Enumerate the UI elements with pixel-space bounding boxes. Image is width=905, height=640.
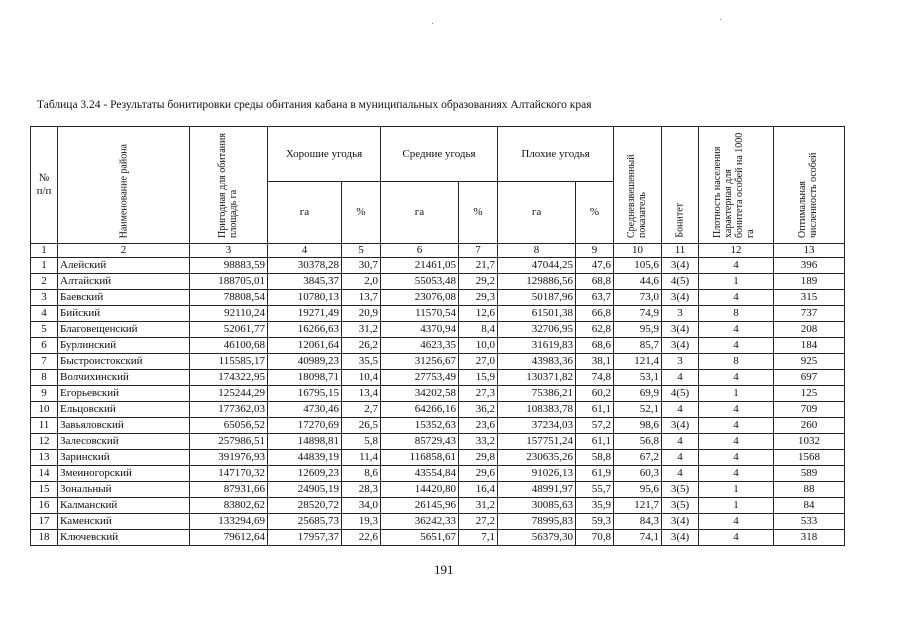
bonitet-cell: 4 [662, 466, 699, 482]
good-ha-cell: 44839,19 [268, 450, 342, 466]
suitable-area-cell: 79612,64 [190, 530, 268, 546]
poor-ha-cell: 91026,13 [498, 466, 576, 482]
weighted-cell: 74,9 [614, 306, 662, 322]
poor-pct-cell: 47,6 [576, 258, 614, 274]
table-body [31, 258, 845, 546]
header-district [58, 127, 190, 244]
medium-pct-cell: 29,3 [459, 290, 498, 306]
good-pct-cell: 34,0 [342, 498, 381, 514]
suitable-area-cell: 125244,29 [190, 386, 268, 402]
good-ha-cell: 19271,49 [268, 306, 342, 322]
poor-pct-cell: 68,6 [576, 338, 614, 354]
scan-speck [720, 19, 721, 20]
poor-ha-cell: 230635,26 [498, 450, 576, 466]
poor-ha-cell: 56379,30 [498, 530, 576, 546]
row-number: 18 [31, 530, 58, 546]
page-number: 191 [434, 562, 454, 577]
table-row [31, 434, 845, 450]
medium-pct-cell: 10,0 [459, 338, 498, 354]
row-number: 11 [31, 418, 58, 434]
weighted-cell: 69,9 [614, 386, 662, 402]
medium-pct-cell: 12,6 [459, 306, 498, 322]
density-cell: 8 [699, 354, 774, 370]
row-number: 10 [31, 402, 58, 418]
density-cell: 8 [699, 306, 774, 322]
row-number: 4 [31, 306, 58, 322]
medium-ha-cell: 21461,05 [381, 258, 459, 274]
table-row [31, 482, 845, 498]
density-cell: 4 [699, 514, 774, 530]
district-name: Алтайский [58, 274, 190, 290]
medium-ha-cell: 31256,67 [381, 354, 459, 370]
weighted-cell: 95,9 [614, 322, 662, 338]
weighted-cell: 53,1 [614, 370, 662, 386]
poor-ha-cell: 31619,83 [498, 338, 576, 354]
table-row [31, 274, 845, 290]
good-pct-cell: 2,0 [342, 274, 381, 290]
density-cell: 4 [699, 530, 774, 546]
suitable-area-cell: 188705,01 [190, 274, 268, 290]
poor-ha-cell: 37234,03 [498, 418, 576, 434]
poor-ha-cell: 108383,78 [498, 402, 576, 418]
good-ha-cell: 10780,13 [268, 290, 342, 306]
optimal-count-cell: 533 [774, 514, 845, 530]
weighted-cell: 95,6 [614, 482, 662, 498]
medium-ha-cell: 14420,80 [381, 482, 459, 498]
header-district-label: Наименование района [118, 143, 129, 238]
good-pct-cell: 26,5 [342, 418, 381, 434]
table-row [31, 450, 845, 466]
poor-ha-cell: 75386,21 [498, 386, 576, 402]
density-cell: 4 [699, 418, 774, 434]
column-number: 10 [614, 244, 662, 258]
optimal-count-cell: 1032 [774, 434, 845, 450]
good-ha-cell: 14898,81 [268, 434, 342, 450]
weighted-cell: 98,6 [614, 418, 662, 434]
suitable-area-cell: 52061,77 [190, 322, 268, 338]
good-pct-cell: 8,6 [342, 466, 381, 482]
bonitet-cell: 4 [662, 434, 699, 450]
good-pct-cell: 2,7 [342, 402, 381, 418]
row-number: 14 [31, 466, 58, 482]
row-number: 17 [31, 514, 58, 530]
column-number: 2 [58, 244, 190, 258]
row-number: 9 [31, 386, 58, 402]
medium-pct-cell: 8,4 [459, 322, 498, 338]
header-optimal-label: Оптимальная численность особей [797, 152, 820, 238]
header-suitable-area-label: Пригодная для обитания площадь га [216, 133, 239, 238]
bonitet-cell: 4 [662, 450, 699, 466]
row-number: 1 [31, 258, 58, 274]
table-row [31, 370, 845, 386]
optimal-count-cell: 88 [774, 482, 845, 498]
district-name: Волчихинский [58, 370, 190, 386]
district-name: Ельцовский [58, 402, 190, 418]
bonitet-cell: 4(5) [662, 386, 699, 402]
weighted-cell: 56,8 [614, 434, 662, 450]
bonitet-cell: 3(4) [662, 258, 699, 274]
optimal-count-cell: 125 [774, 386, 845, 402]
column-number: 11 [662, 244, 699, 258]
weighted-cell: 84,3 [614, 514, 662, 530]
table-row [31, 386, 845, 402]
column-number: 3 [190, 244, 268, 258]
suitable-area-cell: 257986,51 [190, 434, 268, 450]
suitable-area-cell: 87931,66 [190, 482, 268, 498]
row-number: 15 [31, 482, 58, 498]
suitable-area-cell: 78808,54 [190, 290, 268, 306]
poor-pct-cell: 66,8 [576, 306, 614, 322]
weighted-cell: 73,0 [614, 290, 662, 306]
row-number: 7 [31, 354, 58, 370]
header-bonitet-label: Бонитет [674, 203, 686, 238]
optimal-count-cell: 315 [774, 290, 845, 306]
good-ha-cell: 17957,37 [268, 530, 342, 546]
medium-ha-cell: 55053,48 [381, 274, 459, 290]
header-density [699, 127, 774, 244]
row-number: 13 [31, 450, 58, 466]
header-weighted [614, 127, 662, 244]
bonitet-cell: 3(4) [662, 514, 699, 530]
optimal-count-cell: 697 [774, 370, 845, 386]
density-cell: 4 [699, 434, 774, 450]
district-name: Бийский [58, 306, 190, 322]
column-number: 6 [381, 244, 459, 258]
poor-ha-cell: 129886,56 [498, 274, 576, 290]
good-pct-cell: 10,4 [342, 370, 381, 386]
table-row [31, 338, 845, 354]
good-ha-cell: 4730,46 [268, 402, 342, 418]
optimal-count-cell: 318 [774, 530, 845, 546]
bonitet-cell: 3(4) [662, 418, 699, 434]
density-cell: 4 [699, 466, 774, 482]
density-cell: 4 [699, 290, 774, 306]
poor-pct-cell: 70,8 [576, 530, 614, 546]
table-row [31, 402, 845, 418]
optimal-count-cell: 589 [774, 466, 845, 482]
optimal-count-cell: 189 [774, 274, 845, 290]
column-number: 12 [699, 244, 774, 258]
poor-pct-cell: 74,8 [576, 370, 614, 386]
poor-pct-cell: 60,2 [576, 386, 614, 402]
table-row [31, 258, 845, 274]
table-caption: Таблица 3.24 - Результаты бонитировки среды обитания кабана в муниципальных образованиях Алтайского края [37, 99, 592, 111]
suitable-area-cell: 177362,03 [190, 402, 268, 418]
good-ha-cell: 18098,71 [268, 370, 342, 386]
weighted-cell: 52,1 [614, 402, 662, 418]
good-ha-cell: 16795,15 [268, 386, 342, 402]
good-ha-cell: 16266,63 [268, 322, 342, 338]
district-name: Зональный [58, 482, 190, 498]
poor-ha-cell: 48991,97 [498, 482, 576, 498]
medium-ha-cell: 43554,84 [381, 466, 459, 482]
suitable-area-cell: 46100,68 [190, 338, 268, 354]
density-cell: 4 [699, 338, 774, 354]
district-name: Каменский [58, 514, 190, 530]
poor-pct-cell: 59,3 [576, 514, 614, 530]
medium-ha-cell: 5651,67 [381, 530, 459, 546]
suitable-area-cell: 65056,52 [190, 418, 268, 434]
density-cell: 4 [699, 402, 774, 418]
good-pct-cell: 19,3 [342, 514, 381, 530]
bonitet-cell: 4 [662, 402, 699, 418]
density-cell: 1 [699, 386, 774, 402]
medium-pct-cell: 29,2 [459, 274, 498, 290]
table-row [31, 354, 845, 370]
good-pct-cell: 11,4 [342, 450, 381, 466]
medium-pct-cell: 31,2 [459, 498, 498, 514]
bonitet-cell: 3(4) [662, 290, 699, 306]
density-cell: 4 [699, 322, 774, 338]
bonitet-cell: 3(4) [662, 338, 699, 354]
suitable-area-cell: 98883,59 [190, 258, 268, 274]
poor-ha-cell: 32706,95 [498, 322, 576, 338]
density-cell: 4 [699, 450, 774, 466]
row-number: 12 [31, 434, 58, 450]
medium-ha-cell: 27753,49 [381, 370, 459, 386]
district-name: Ключевский [58, 530, 190, 546]
column-number-row [31, 244, 845, 258]
good-pct-cell: 22,6 [342, 530, 381, 546]
header-poor-ha: га [498, 182, 576, 244]
header-bonitet [662, 127, 699, 244]
district-name: Змеиногорский [58, 466, 190, 482]
table-row [31, 322, 845, 338]
good-ha-cell: 12061,64 [268, 338, 342, 354]
bonitet-cell: 3(5) [662, 482, 699, 498]
optimal-count-cell: 925 [774, 354, 845, 370]
row-number: 8 [31, 370, 58, 386]
district-name: Заринский [58, 450, 190, 466]
poor-pct-cell: 57,2 [576, 418, 614, 434]
medium-pct-cell: 21,7 [459, 258, 498, 274]
district-name: Егорьевский [58, 386, 190, 402]
medium-ha-cell: 64266,16 [381, 402, 459, 418]
optimal-count-cell: 396 [774, 258, 845, 274]
good-pct-cell: 30,7 [342, 258, 381, 274]
table-row [31, 514, 845, 530]
header-medium-ha: га [381, 182, 459, 244]
poor-ha-cell: 43983,36 [498, 354, 576, 370]
poor-ha-cell: 47044,25 [498, 258, 576, 274]
header-optimal [774, 127, 845, 244]
good-pct-cell: 5,8 [342, 434, 381, 450]
bonitet-cell: 4 [662, 370, 699, 386]
column-number: 1 [31, 244, 58, 258]
medium-ha-cell: 85729,43 [381, 434, 459, 450]
suitable-area-cell: 391976,93 [190, 450, 268, 466]
poor-pct-cell: 61,9 [576, 466, 614, 482]
poor-ha-cell: 61501,38 [498, 306, 576, 322]
medium-ha-cell: 15352,63 [381, 418, 459, 434]
good-ha-cell: 40989,23 [268, 354, 342, 370]
header-medium-land: Средние угодья [381, 127, 498, 182]
optimal-count-cell: 84 [774, 498, 845, 514]
district-name: Калманский [58, 498, 190, 514]
weighted-cell: 67,2 [614, 450, 662, 466]
row-number: 3 [31, 290, 58, 306]
medium-pct-cell: 29,6 [459, 466, 498, 482]
poor-pct-cell: 55,7 [576, 482, 614, 498]
poor-ha-cell: 78995,83 [498, 514, 576, 530]
medium-ha-cell: 34202,58 [381, 386, 459, 402]
column-number: 4 [268, 244, 342, 258]
header-density-label: Плотность населения характерная для бонитета особей на 1000 га [712, 132, 757, 238]
header-good-ha: га [268, 182, 342, 244]
bonitet-cell: 4(5) [662, 274, 699, 290]
optimal-count-cell: 184 [774, 338, 845, 354]
poor-ha-cell: 130371,82 [498, 370, 576, 386]
optimal-count-cell: 208 [774, 322, 845, 338]
medium-pct-cell: 23,6 [459, 418, 498, 434]
row-number: 2 [31, 274, 58, 290]
poor-ha-cell: 50187,96 [498, 290, 576, 306]
table-row [31, 290, 845, 306]
row-number: 6 [31, 338, 58, 354]
weighted-cell: 105,6 [614, 258, 662, 274]
table-row [31, 418, 845, 434]
medium-ha-cell: 36242,33 [381, 514, 459, 530]
medium-pct-cell: 27,3 [459, 386, 498, 402]
poor-pct-cell: 62,8 [576, 322, 614, 338]
optimal-count-cell: 260 [774, 418, 845, 434]
suitable-area-cell: 174322,95 [190, 370, 268, 386]
optimal-count-cell: 1568 [774, 450, 845, 466]
good-pct-cell: 26,2 [342, 338, 381, 354]
medium-pct-cell: 27,0 [459, 354, 498, 370]
district-name: Бурлинский [58, 338, 190, 354]
weighted-cell: 85,7 [614, 338, 662, 354]
good-pct-cell: 13,4 [342, 386, 381, 402]
medium-pct-cell: 29,8 [459, 450, 498, 466]
scan-speck [432, 23, 433, 24]
bonitet-cell: 3 [662, 306, 699, 322]
good-ha-cell: 24905,19 [268, 482, 342, 498]
good-pct-cell: 28,3 [342, 482, 381, 498]
bonitet-cell: 3(5) [662, 498, 699, 514]
column-number: 9 [576, 244, 614, 258]
district-name: Алейский [58, 258, 190, 274]
bonitet-cell: 3(4) [662, 530, 699, 546]
header-suitable-area [190, 127, 268, 244]
row-number: 5 [31, 322, 58, 338]
suitable-area-cell: 92110,24 [190, 306, 268, 322]
column-number: 7 [459, 244, 498, 258]
medium-pct-cell: 36,2 [459, 402, 498, 418]
medium-ha-cell: 26145,96 [381, 498, 459, 514]
table-row [31, 498, 845, 514]
poor-ha-cell: 30085,63 [498, 498, 576, 514]
header-weighted-label: Средневзвешенный показатель [625, 154, 648, 238]
medium-ha-cell: 116858,61 [381, 450, 459, 466]
district-name: Завьяловский [58, 418, 190, 434]
medium-ha-cell: 23076,08 [381, 290, 459, 306]
header-poor-land: Плохие угодья [498, 127, 614, 182]
header-good-pct: % [342, 182, 381, 244]
optimal-count-cell: 709 [774, 402, 845, 418]
table-row [31, 530, 845, 546]
medium-ha-cell: 4623,35 [381, 338, 459, 354]
suitable-area-cell: 115585,17 [190, 354, 268, 370]
good-ha-cell: 12609,23 [268, 466, 342, 482]
poor-pct-cell: 35,9 [576, 498, 614, 514]
district-name: Залесовский [58, 434, 190, 450]
good-pct-cell: 13,7 [342, 290, 381, 306]
poor-pct-cell: 58,8 [576, 450, 614, 466]
medium-ha-cell: 11570,54 [381, 306, 459, 322]
header-num [31, 127, 58, 244]
suitable-area-cell: 147170,32 [190, 466, 268, 482]
poor-pct-cell: 63,7 [576, 290, 614, 306]
weighted-cell: 121,7 [614, 498, 662, 514]
bonitet-table [30, 126, 845, 546]
header-medium-pct: % [459, 182, 498, 244]
density-cell: 4 [699, 258, 774, 274]
weighted-cell: 60,3 [614, 466, 662, 482]
header-poor-pct: % [576, 182, 614, 244]
column-number: 8 [498, 244, 576, 258]
density-cell: 1 [699, 482, 774, 498]
density-cell: 1 [699, 274, 774, 290]
weighted-cell: 44,6 [614, 274, 662, 290]
good-pct-cell: 35,5 [342, 354, 381, 370]
good-ha-cell: 28520,72 [268, 498, 342, 514]
density-cell: 1 [699, 498, 774, 514]
good-ha-cell: 30378,28 [268, 258, 342, 274]
weighted-cell: 121,4 [614, 354, 662, 370]
medium-ha-cell: 4370,94 [381, 322, 459, 338]
suitable-area-cell: 83802,62 [190, 498, 268, 514]
medium-pct-cell: 15,9 [459, 370, 498, 386]
poor-pct-cell: 61,1 [576, 434, 614, 450]
suitable-area-cell: 133294,69 [190, 514, 268, 530]
poor-pct-cell: 38,1 [576, 354, 614, 370]
good-pct-cell: 31,2 [342, 322, 381, 338]
medium-pct-cell: 27,2 [459, 514, 498, 530]
optimal-count-cell: 737 [774, 306, 845, 322]
poor-ha-cell: 157751,24 [498, 434, 576, 450]
bonitet-cell: 3(4) [662, 322, 699, 338]
density-cell: 4 [699, 370, 774, 386]
header-good-land: Хорошие угодья [268, 127, 381, 182]
good-pct-cell: 20,9 [342, 306, 381, 322]
medium-pct-cell: 33,2 [459, 434, 498, 450]
district-name: Быстроистокский [58, 354, 190, 370]
bonitet-cell: 3 [662, 354, 699, 370]
table-row [31, 306, 845, 322]
district-name: Благовещенский [58, 322, 190, 338]
header-num-label: № п/п [36, 171, 52, 197]
district-name: Баевский [58, 290, 190, 306]
poor-pct-cell: 68,8 [576, 274, 614, 290]
column-number: 5 [342, 244, 381, 258]
row-number: 16 [31, 498, 58, 514]
good-ha-cell: 17270,69 [268, 418, 342, 434]
medium-pct-cell: 16,4 [459, 482, 498, 498]
column-number: 13 [774, 244, 845, 258]
medium-pct-cell: 7,1 [459, 530, 498, 546]
table-row [31, 466, 845, 482]
good-ha-cell: 3845,37 [268, 274, 342, 290]
weighted-cell: 74,1 [614, 530, 662, 546]
poor-pct-cell: 61,1 [576, 402, 614, 418]
good-ha-cell: 25685,73 [268, 514, 342, 530]
